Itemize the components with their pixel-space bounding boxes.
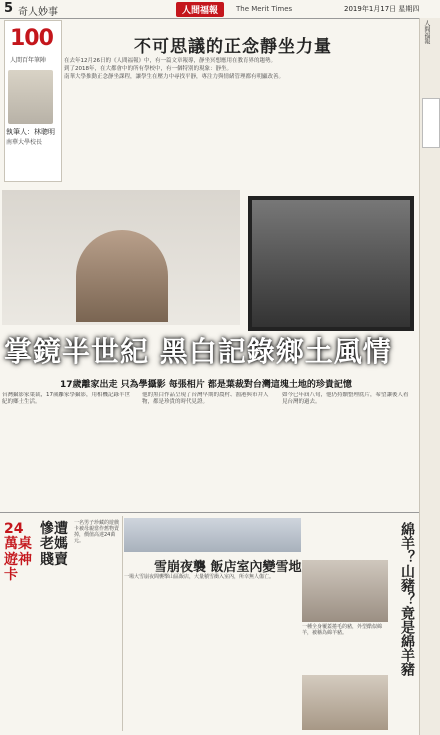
black-white-photo: [252, 200, 410, 327]
snow-photo: [124, 518, 301, 552]
author-name: 林聰明: [34, 128, 55, 136]
feature-columns: [2, 392, 418, 510]
column-headline: 不可思議的正念靜坐力量: [134, 37, 332, 57]
paragraph: 在去年12月26日的《人間福報》中，有一篇文章報導，靜坐冥想應用在教育界的趨勢。: [64, 58, 276, 64]
photographer-photo: [76, 230, 168, 322]
paragraph: 南華大學推動正念靜坐課程，讓學生在壓力中尋找平靜，專注力與情緒管理都有明顯改善。: [64, 73, 285, 80]
sheep-text: 一種全身覆蓋捲毛的豬，外型酷似綿羊，被稱為綿羊豬。: [302, 624, 383, 636]
rail-text: 人間福報: [422, 20, 430, 44]
rail-badge: [422, 98, 440, 148]
feature-column: 台灣攝影家葉裁，17歲離家學攝影，用相機記錄半世紀的鄉土生活。: [2, 392, 131, 405]
paragraph: 到了2018年，在大都會中的所有學校中，有一個特別的現象：靜坐。: [64, 65, 232, 72]
author-line: 執筆人：林聰明: [6, 128, 55, 136]
section-title: 奇人妙事: [18, 7, 58, 18]
feature-column: 他的黑白作品呈現了台灣早期的農村、漁港與市井人物，都是珍貴的時代見證。: [142, 392, 269, 405]
sheep-photo-2: [302, 675, 388, 730]
feature-column: 如今已年屆八旬，他仍持續整理底片，希望讓後人看見台灣的過去。: [282, 392, 409, 405]
news-title-red: 24萬桌遊神卡: [4, 521, 32, 584]
news-title-black: 慘遭老媽賤賣: [40, 521, 68, 568]
sheep-title: 綿羊？山豬？竟是綿羊豬: [399, 522, 415, 676]
date: 2019年1月17日 星期四: [344, 5, 420, 13]
paper-name: 人間福報: [176, 2, 224, 17]
page-number: 5: [4, 1, 14, 16]
sheep-photo: [302, 560, 388, 622]
column-logo-caption: 人間百年筆陣: [10, 57, 47, 64]
column-body: [64, 58, 415, 186]
snow-title: 雪崩夜襲 飯店室內變雪地: [154, 560, 302, 575]
feature-photo-right: [248, 196, 414, 331]
paper-name-en: The Merit Times: [236, 5, 293, 13]
page-header: [0, 0, 440, 19]
snow-text: 一場大雪崩夜間襲擊山區飯店，大量積雪衝入室內，所幸無人傷亡。: [124, 574, 275, 580]
author-role: 南華大學校長: [6, 139, 43, 146]
column-logo: 100: [10, 26, 53, 51]
right-rail: [419, 18, 440, 735]
feature-subtitle: 17歲離家出走 只為學攝影 每張相片 都是葉裁對台灣這塊土地的珍貴記憶: [60, 380, 352, 390]
section-divider: [0, 512, 419, 513]
author-photo: [8, 70, 53, 124]
feature-title: 掌鏡半世紀 黑白記錄鄉土風情: [4, 335, 392, 368]
news-text: 一名男子珍藏的遊戲卡被母親當作舊物賣掉，價值高達24萬元。: [74, 520, 120, 544]
